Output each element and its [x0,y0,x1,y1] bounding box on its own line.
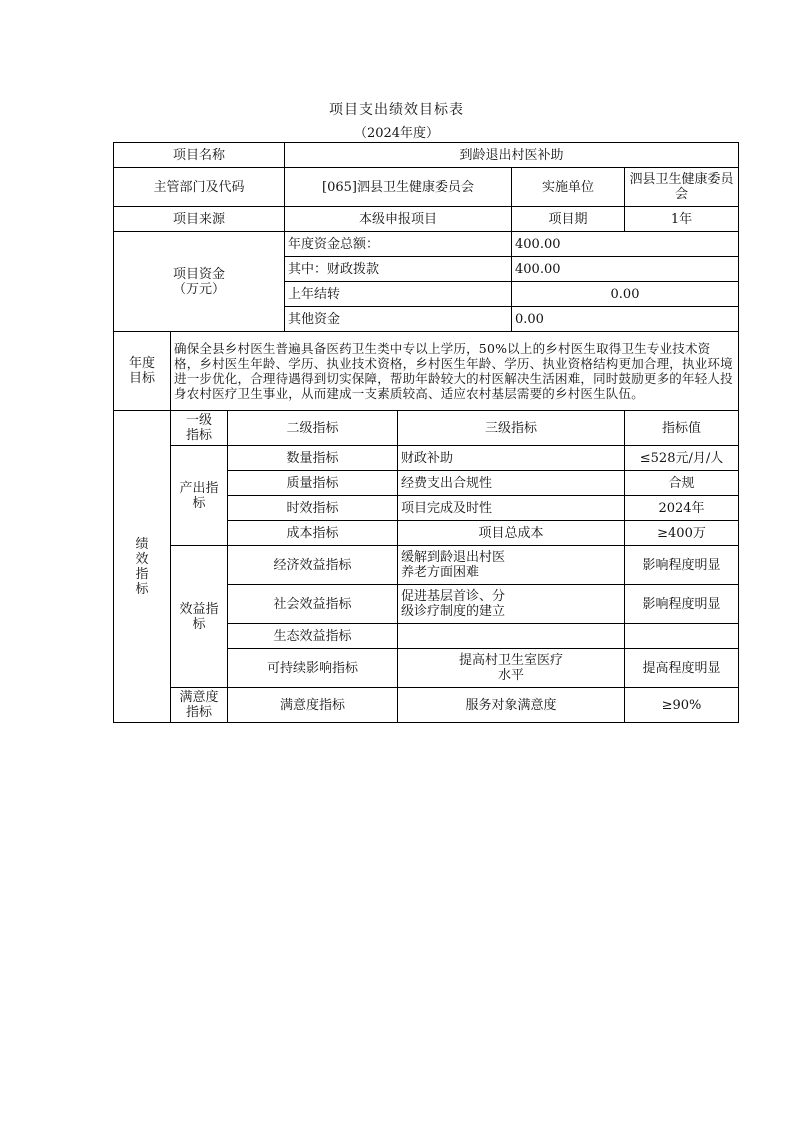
value-cell: ≥90% [625,688,739,723]
l2-cell: 成本指标 [228,521,398,546]
dept-label: 主管部门及代码 [114,168,285,207]
goal-text: 确保全县乡村医生普遍具备医药卫生类中专以上学历，50%以上的乡村医生取得卫生专业技术资格，乡村医生年龄、学历、执业技术资格，乡村医生年龄、学历、执业资格结构更加合理，执业环境进一步优化，合理待遇得到切实保障，帮助年龄较大的村医解决生活困难，同时鼓励更多的年轻人投身农村医疗卫生事业，从而建成一支素质较高、适应农村基层需要的乡村医生队伍。 [171,332,739,411]
table-row [114,688,739,723]
l3-cell: 项目总成本 [398,521,625,546]
l2-cell: 生态效益指标 [228,624,398,649]
l2-cell: 经济效益指标 [228,546,398,585]
project-name-label: 项目名称 [114,143,285,168]
value-cell: 影响程度明显 [625,585,739,624]
fund-item-value: 0.00 [512,282,739,307]
l3-cell: 促进基层首诊、分 级诊疗制度的建立 [398,585,625,624]
table-row [114,207,739,232]
goal-label [114,332,171,411]
value-cell: 合规 [625,471,739,496]
fund-item-label: 上年结转 [285,282,512,307]
period-label: 项目期 [512,207,625,232]
table-row [114,232,739,257]
fund-item-label: 年度资金总额： [285,232,512,257]
fund-item-value: 400.00 [512,232,739,257]
header-value: 指标值 [625,411,739,446]
dept-value: [065]泗县卫生健康委员会 [285,168,512,207]
value-cell: 提高程度明显 [625,649,739,688]
value-cell: ≤528元/月/人 [625,446,739,471]
l3-cell: 项目完成及时性 [398,496,625,521]
header-level3: 三级指标 [398,411,625,446]
goal-label-line1: 年度 [128,356,155,371]
fund-item-value: 400.00 [512,257,739,282]
project-name-value: 到龄退出村医补助 [285,143,739,168]
source-label: 项目来源 [114,207,285,232]
perf-label: 绩 效 指 标 [114,411,171,723]
fund-label [114,232,285,332]
table-row [114,446,739,471]
l3-cell: 缓解到龄退出村医 养老方面困难 [398,546,625,585]
value-cell: 2024年 [625,496,739,521]
satisfaction-label: 满意度 指标 [171,688,228,723]
fund-item-label: 其中：财政拨款 [285,257,512,282]
l2-cell: 数量指标 [228,446,398,471]
value-cell [625,624,739,649]
impl-label: 实施单位 [512,168,625,207]
l3-cell: 服务对象满意度 [398,688,625,723]
fund-label-line2: （万元） [172,281,225,297]
l3-cell: 财政补助 [398,446,625,471]
l2-cell: 社会效益指标 [228,585,398,624]
impl-value: 泗县卫生健康委员会 [625,168,739,207]
period-value: 1年 [625,207,739,232]
table-row [114,168,739,207]
value-cell: 影响程度明显 [625,546,739,585]
l2-cell: 满意度指标 [228,688,398,723]
l2-cell: 可持续影响指标 [228,649,398,688]
l2-cell: 质量指标 [228,471,398,496]
output-label: 产出指 标 [171,446,228,546]
source-value: 本级申报项目 [285,207,512,232]
table-row [114,143,739,168]
goal-label-line2: 目标 [128,371,155,386]
l3-cell [398,624,625,649]
benefit-label: 效益指 标 [171,546,228,688]
page-title: 项目支出绩效目标表 [329,102,464,118]
l2-cell: 时效指标 [228,496,398,521]
performance-table [113,142,739,723]
page-subtitle: （2024年度） [353,126,440,141]
fund-item-label: 其他资金 [285,307,512,332]
table-row [114,546,739,585]
header-level2: 二级指标 [228,411,398,446]
l3-cell: 经费支出合规性 [398,471,625,496]
l3-cell: 提高村卫生室医疗 水平 [398,649,625,688]
table-row [114,332,739,411]
value-cell: ≥400万 [625,521,739,546]
fund-label-line1: 项目资金 [172,266,225,282]
header-level1: 一级 指标 [171,411,228,446]
table-row [114,411,739,446]
fund-item-value: 0.00 [512,307,739,332]
